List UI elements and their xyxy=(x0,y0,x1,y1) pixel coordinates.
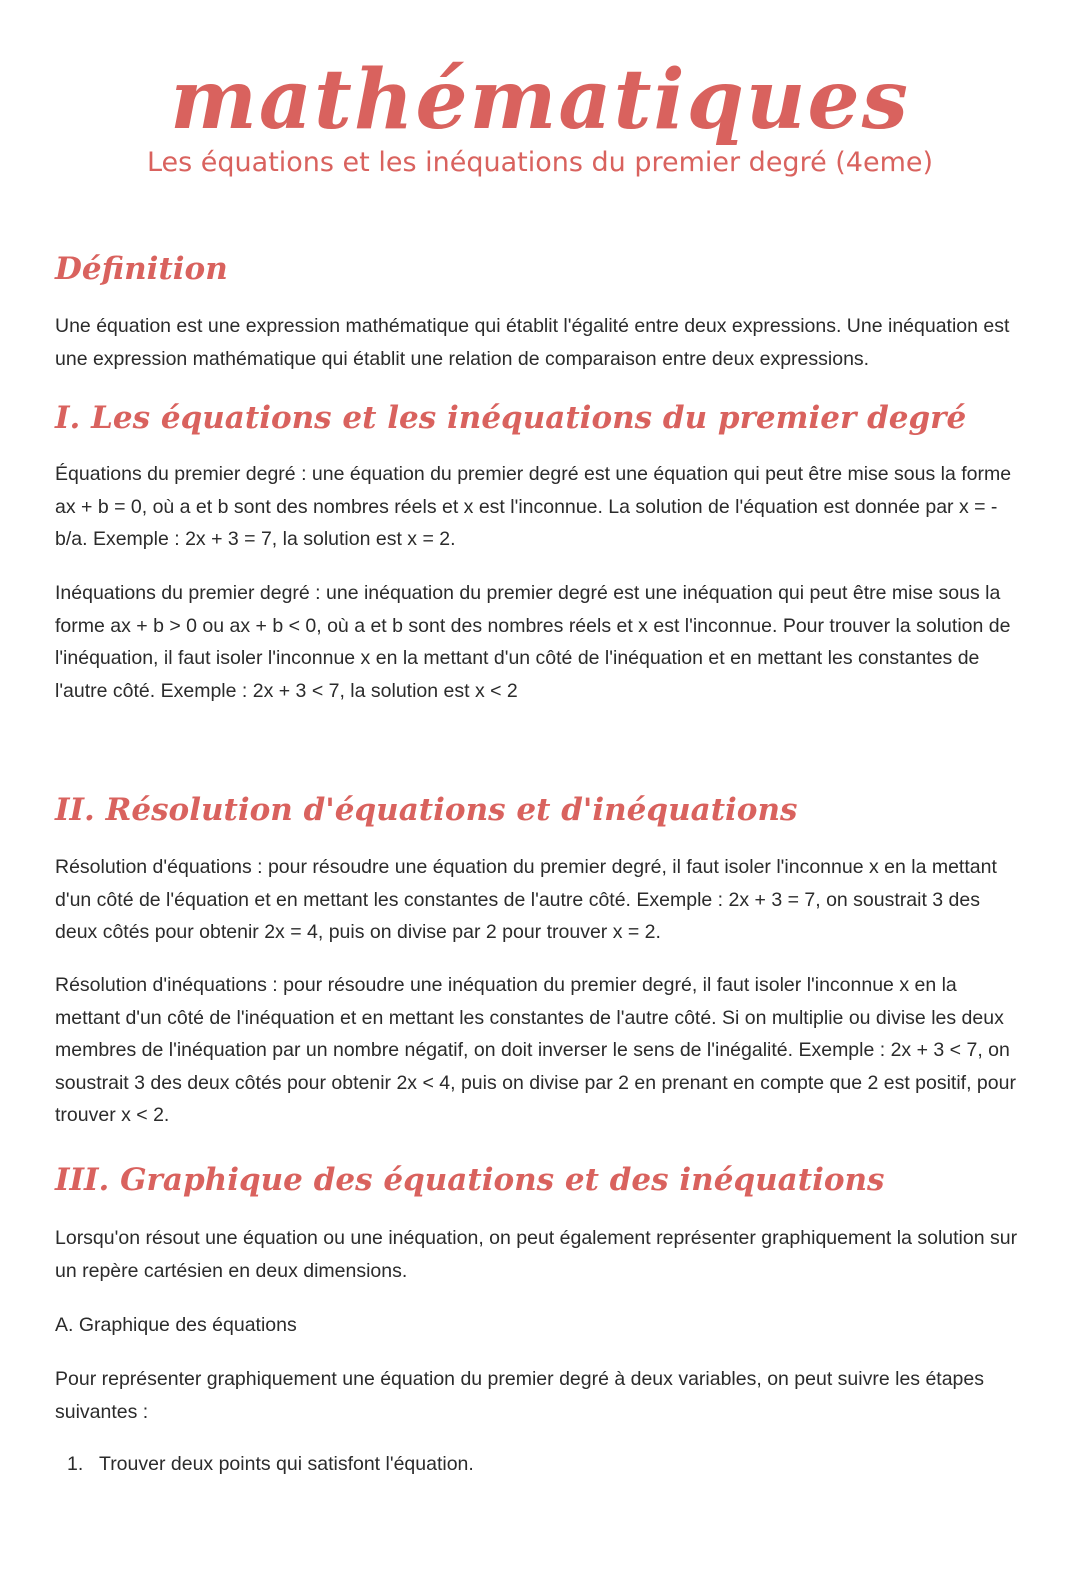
section-1-paragraph-equations: Équations du premier degré : une équation du premier degré est une équation qui peut être mise sous la forme ax + b = 0, où a et b sont des nombres réels et x est l'inconnue. La solution de l'équation est donnée par x = -b/a. Exemple : 2x + 3 = 7, la solution est x = 2. xyxy=(55,463,1012,551)
section-3-heading: III. Graphique des équations et des inéquations xyxy=(55,1162,885,1198)
section-2-paragraph-inequations: Résolution d'inéquations : pour résoudre une inéquation du premier degré, il faut isoler l'inconnue x en la mettant d'un côté de l'inéquation et en mettant les constantes de l'autre côté. Si on multiplie ou divise les deux membres de l'inéquation par un nombre négatif, on doit inverser le sens de l'inégalité. Exemple : 2x + 3 < 7, on soustrait 3 des deux côtés pour obtenir 2x < 4, puis on divise par 2 en prenant en compte que 2 est positif, pour trouver x < 2. xyxy=(55,974,1016,1127)
page-title: mathématiques xyxy=(170,52,910,148)
definition-paragraph: Une équation est une expression mathématique qui établit l'égalité entre deux expressions. Une inéquation est une expression mathématique qui établit une relation de comparaison entre deux expressions. xyxy=(55,315,1010,370)
section-3-steps-intro: Pour représenter graphiquement une équation du premier degré à deux variables, on peut suivre les étapes suivantes : xyxy=(55,1368,985,1423)
section-3-intro-paragraph: Lorsqu'on résout une équation ou une inéquation, on peut également représenter graphiquement la solution sur un repère cartésien en deux dimensions. xyxy=(55,1227,1018,1282)
page-subtitle: Les équations et les inéquations du premier degré (4eme) xyxy=(146,147,934,178)
list-item xyxy=(55,1448,474,1480)
step-text: Trouver deux points qui satisfont l'équation. xyxy=(99,1453,474,1475)
section-1-paragraph-inequations: Inéquations du premier degré : une inéquation du premier degré est une inéquation qui peut être mise sous la forme ax + b > 0 ou ax + b < 0, où a et b sont des nombres réels et x est l'inconnue. Pour trouver la solution de l'inéquation, il faut isoler l'inconnue x en la mettant d'un côté de l'inéquation et en mettant les constantes de l'autre côté. Exemple : 2x + 3 < 7, la solution est x < 2 xyxy=(55,582,1011,702)
section-1-heading: I. Les équations et les inéquations du premier degré xyxy=(55,400,967,436)
definition-heading: Définition xyxy=(55,251,228,287)
section-2-paragraph-equations: Résolution d'équations : pour résoudre une équation du premier degré, il faut isoler l'inconnue x en la mettant d'un côté de l'équation et en mettant les constantes de l'autre côté. Exemple : 2x + 3 = 7, on soustrait 3 des deux côtés pour obtenir 2x = 4, puis on divise par 2 pour trouver x = 2. xyxy=(55,856,997,944)
section-3-subheading: A. Graphique des équations xyxy=(55,1314,297,1336)
step-number: 1. xyxy=(67,1453,84,1475)
steps-list xyxy=(55,1448,474,1480)
section-2-heading: II. Résolution d'équations et d'inéquations xyxy=(55,792,798,828)
